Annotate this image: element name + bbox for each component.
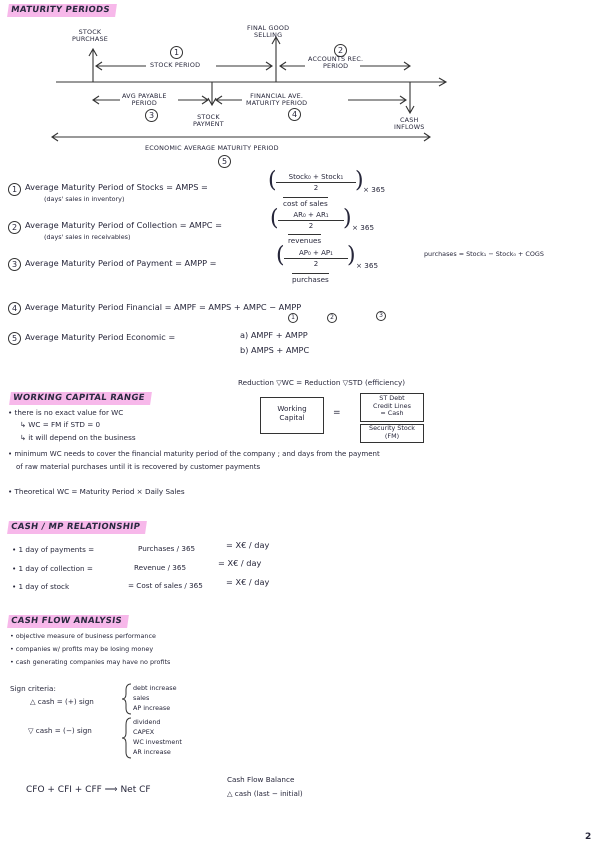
section-title-maturity: MATURITY PERIODS: [7, 4, 116, 17]
std-box-text: ST Debt Credit Lines = Cash: [373, 394, 411, 417]
circle-number-2: 2: [334, 44, 347, 57]
wcr-bullet-2: • minimum WC needs to cover the financial maturity period of the company ; and days from the payment: [8, 450, 380, 458]
formula-2-label: Average Maturity Period of Collection = AMPC =: [25, 220, 222, 230]
formula-1-number: 1: [8, 183, 21, 196]
label-stock-purchase-text: STOCK PURCHASE: [72, 28, 108, 43]
formula-5-label: Average Maturity Period Economic =: [25, 332, 176, 342]
formula-1-rparen: ): [355, 168, 364, 193]
label-stock-payment-text: STOCK PAYMENT: [193, 113, 224, 128]
formula-4-circle-3: 3: [376, 311, 386, 321]
formula-2-lparen: (: [270, 206, 279, 231]
cfa-negative-items: [133, 717, 182, 757]
wcr-bullet-2b: of raw material purchases until it is recovered by customer payments: [16, 463, 261, 471]
formula-3-numerator: AP₀ + AP₁: [284, 249, 348, 259]
wcr-bullet-1b: ↳ it will depend on the business: [20, 433, 136, 442]
formula-5-option-b: b) AMPS + AMPC: [240, 345, 310, 355]
cfa-positive-item: debt increase: [133, 684, 177, 692]
label-cash-inflows-text: CASH INFLOWS: [394, 116, 425, 131]
cashmp-row-1-value: = X€ / day: [226, 540, 270, 550]
cfa-negative-item: CAPEX: [133, 728, 155, 736]
cfa-balance-line-2: △ cash (last − initial): [227, 789, 303, 798]
formula-3-rparen: ): [347, 243, 356, 268]
formula-3-lparen: (: [276, 243, 285, 268]
section-title-wcr: WORKING CAPITAL RANGE: [9, 392, 151, 405]
label-economic-avg: ECONOMIC AVERAGE MATURITY PERIOD: [145, 144, 279, 152]
formula-1-two: 2: [313, 184, 319, 192]
cfa-positive-item: sales: [133, 694, 150, 702]
circle-number-1: 1: [170, 46, 183, 59]
cfa-bullet-2: • companies w/ profits may be losing money: [10, 645, 154, 653]
cashmp-row-2-value: = X€ / day: [218, 558, 262, 568]
formula-1-denominator: cost of sales: [283, 199, 328, 208]
cashmp-row-1-frac: Purchases / 365: [138, 544, 196, 553]
formula-4-number: 4: [8, 302, 21, 315]
formula-3-two: 2: [313, 260, 319, 268]
section-title-cash-mp: CASH / MP RELATIONSHIP: [7, 521, 147, 534]
formula-2-denominator: revenues: [288, 236, 322, 245]
cashmp-row-3-label: • 1 day of stock: [12, 582, 70, 591]
wc-equals: =: [333, 408, 341, 418]
formula-3-denominator: purchases: [292, 275, 329, 284]
wcr-bullet-3: • Theoretical WC = Maturity Period × Daily Sales: [8, 487, 185, 496]
formula-3-number: 3: [8, 258, 21, 271]
label-final-good-selling-text: FINAL GOOD SELLING: [247, 24, 290, 39]
page-number: 2: [585, 832, 592, 842]
cashmp-row-2-frac: Revenue / 365: [134, 563, 187, 572]
section-title-cfa: CASH FLOW ANALYSIS: [7, 615, 129, 628]
formula-2-two: 2: [308, 222, 314, 230]
formula-2-sub: (days' sales in receivables): [44, 233, 131, 241]
formula-5-number: 5: [8, 332, 21, 345]
wcr-bullet-1a: ↳ WC = FM if STD = 0: [20, 420, 101, 429]
formula-4-circle-2: 2: [327, 313, 337, 323]
wc-box-text: Working Capital: [277, 404, 307, 422]
security-stock-text: Security Stock (FM): [369, 424, 415, 440]
cfa-negative-sign: ▽ cash = (−) sign: [28, 726, 92, 735]
cashmp-row-2-label: • 1 day of collection =: [12, 564, 93, 573]
label-avg-payable-text: AVG PAYABLE PERIOD: [122, 92, 167, 107]
cfa-bullet-1: • objective measure of business performance: [10, 632, 156, 640]
cfa-formula: CFO + CFI + CFF ⟹ Net CF: [26, 785, 151, 795]
formula-1-numerator: Stock₀ + Stock₁: [276, 173, 356, 183]
formula-2-rparen: ): [343, 206, 352, 231]
cashmp-row-3-value: = X€ / day: [226, 577, 270, 587]
cfa-sign-criteria-title: Sign criteria:: [10, 684, 56, 693]
cfa-positive-sign: △ cash = (+) sign: [30, 697, 94, 706]
circle-number-5: 5: [218, 155, 231, 168]
label-financial-avg-text: FINANCIAL AVE. MATURITY PERIOD: [246, 92, 308, 107]
cfa-positive-item: AP increase: [133, 704, 171, 712]
formula-1-label: Average Maturity Period of Stocks = AMPS =: [25, 182, 208, 192]
wcr-reduction-note: Reduction ▽WC = Reduction ▽STD (efficiency): [238, 378, 406, 387]
formula-3-side-note: purchases = Stock₁ − Stock₀ + COGS: [424, 250, 544, 258]
cashmp-row-1-label: • 1 day of payments =: [12, 545, 95, 554]
circle-number-4: 4: [288, 108, 301, 121]
formula-3-mult: × 365: [356, 261, 379, 270]
wcr-bullet-1: • there is no exact value for WC: [8, 408, 124, 417]
cfa-negative-item: dividend: [133, 718, 161, 726]
label-accounts-rec-text: ACCOUNTS REC. PERIOD: [308, 55, 364, 70]
formula-5-option-a: a) AMPF + AMPP: [240, 330, 308, 340]
formula-4-label: Average Maturity Period Financial = AMPF = AMPS + AMPC − AMPP: [25, 302, 302, 312]
formula-3-label: Average Maturity Period of Payment = AMPP =: [25, 258, 217, 268]
cfa-positive-items: [133, 683, 177, 713]
cfa-negative-item: WC investment: [133, 738, 182, 746]
cashmp-row-3-frac: = Cost of sales / 365: [128, 581, 203, 590]
formula-2-mult: × 365: [352, 223, 375, 232]
formula-1-lparen: (: [268, 168, 277, 193]
cfa-negative-item: AR increase: [133, 748, 171, 756]
circle-number-3: 3: [145, 109, 158, 122]
formula-4-circle-1: 1: [288, 313, 298, 323]
formula-1-sub: (days' sales in inventory): [44, 195, 125, 203]
label-stock-period: STOCK PERIOD: [150, 61, 201, 69]
cfa-balance-line-1: Cash Flow Balance: [227, 775, 295, 784]
formula-2-number: 2: [8, 221, 21, 234]
formula-2-numerator: AR₀ + AR₁: [278, 211, 344, 221]
cfa-bullet-3: • cash generating companies may have no profits: [10, 658, 171, 666]
formula-1-mult: × 365: [363, 185, 386, 194]
